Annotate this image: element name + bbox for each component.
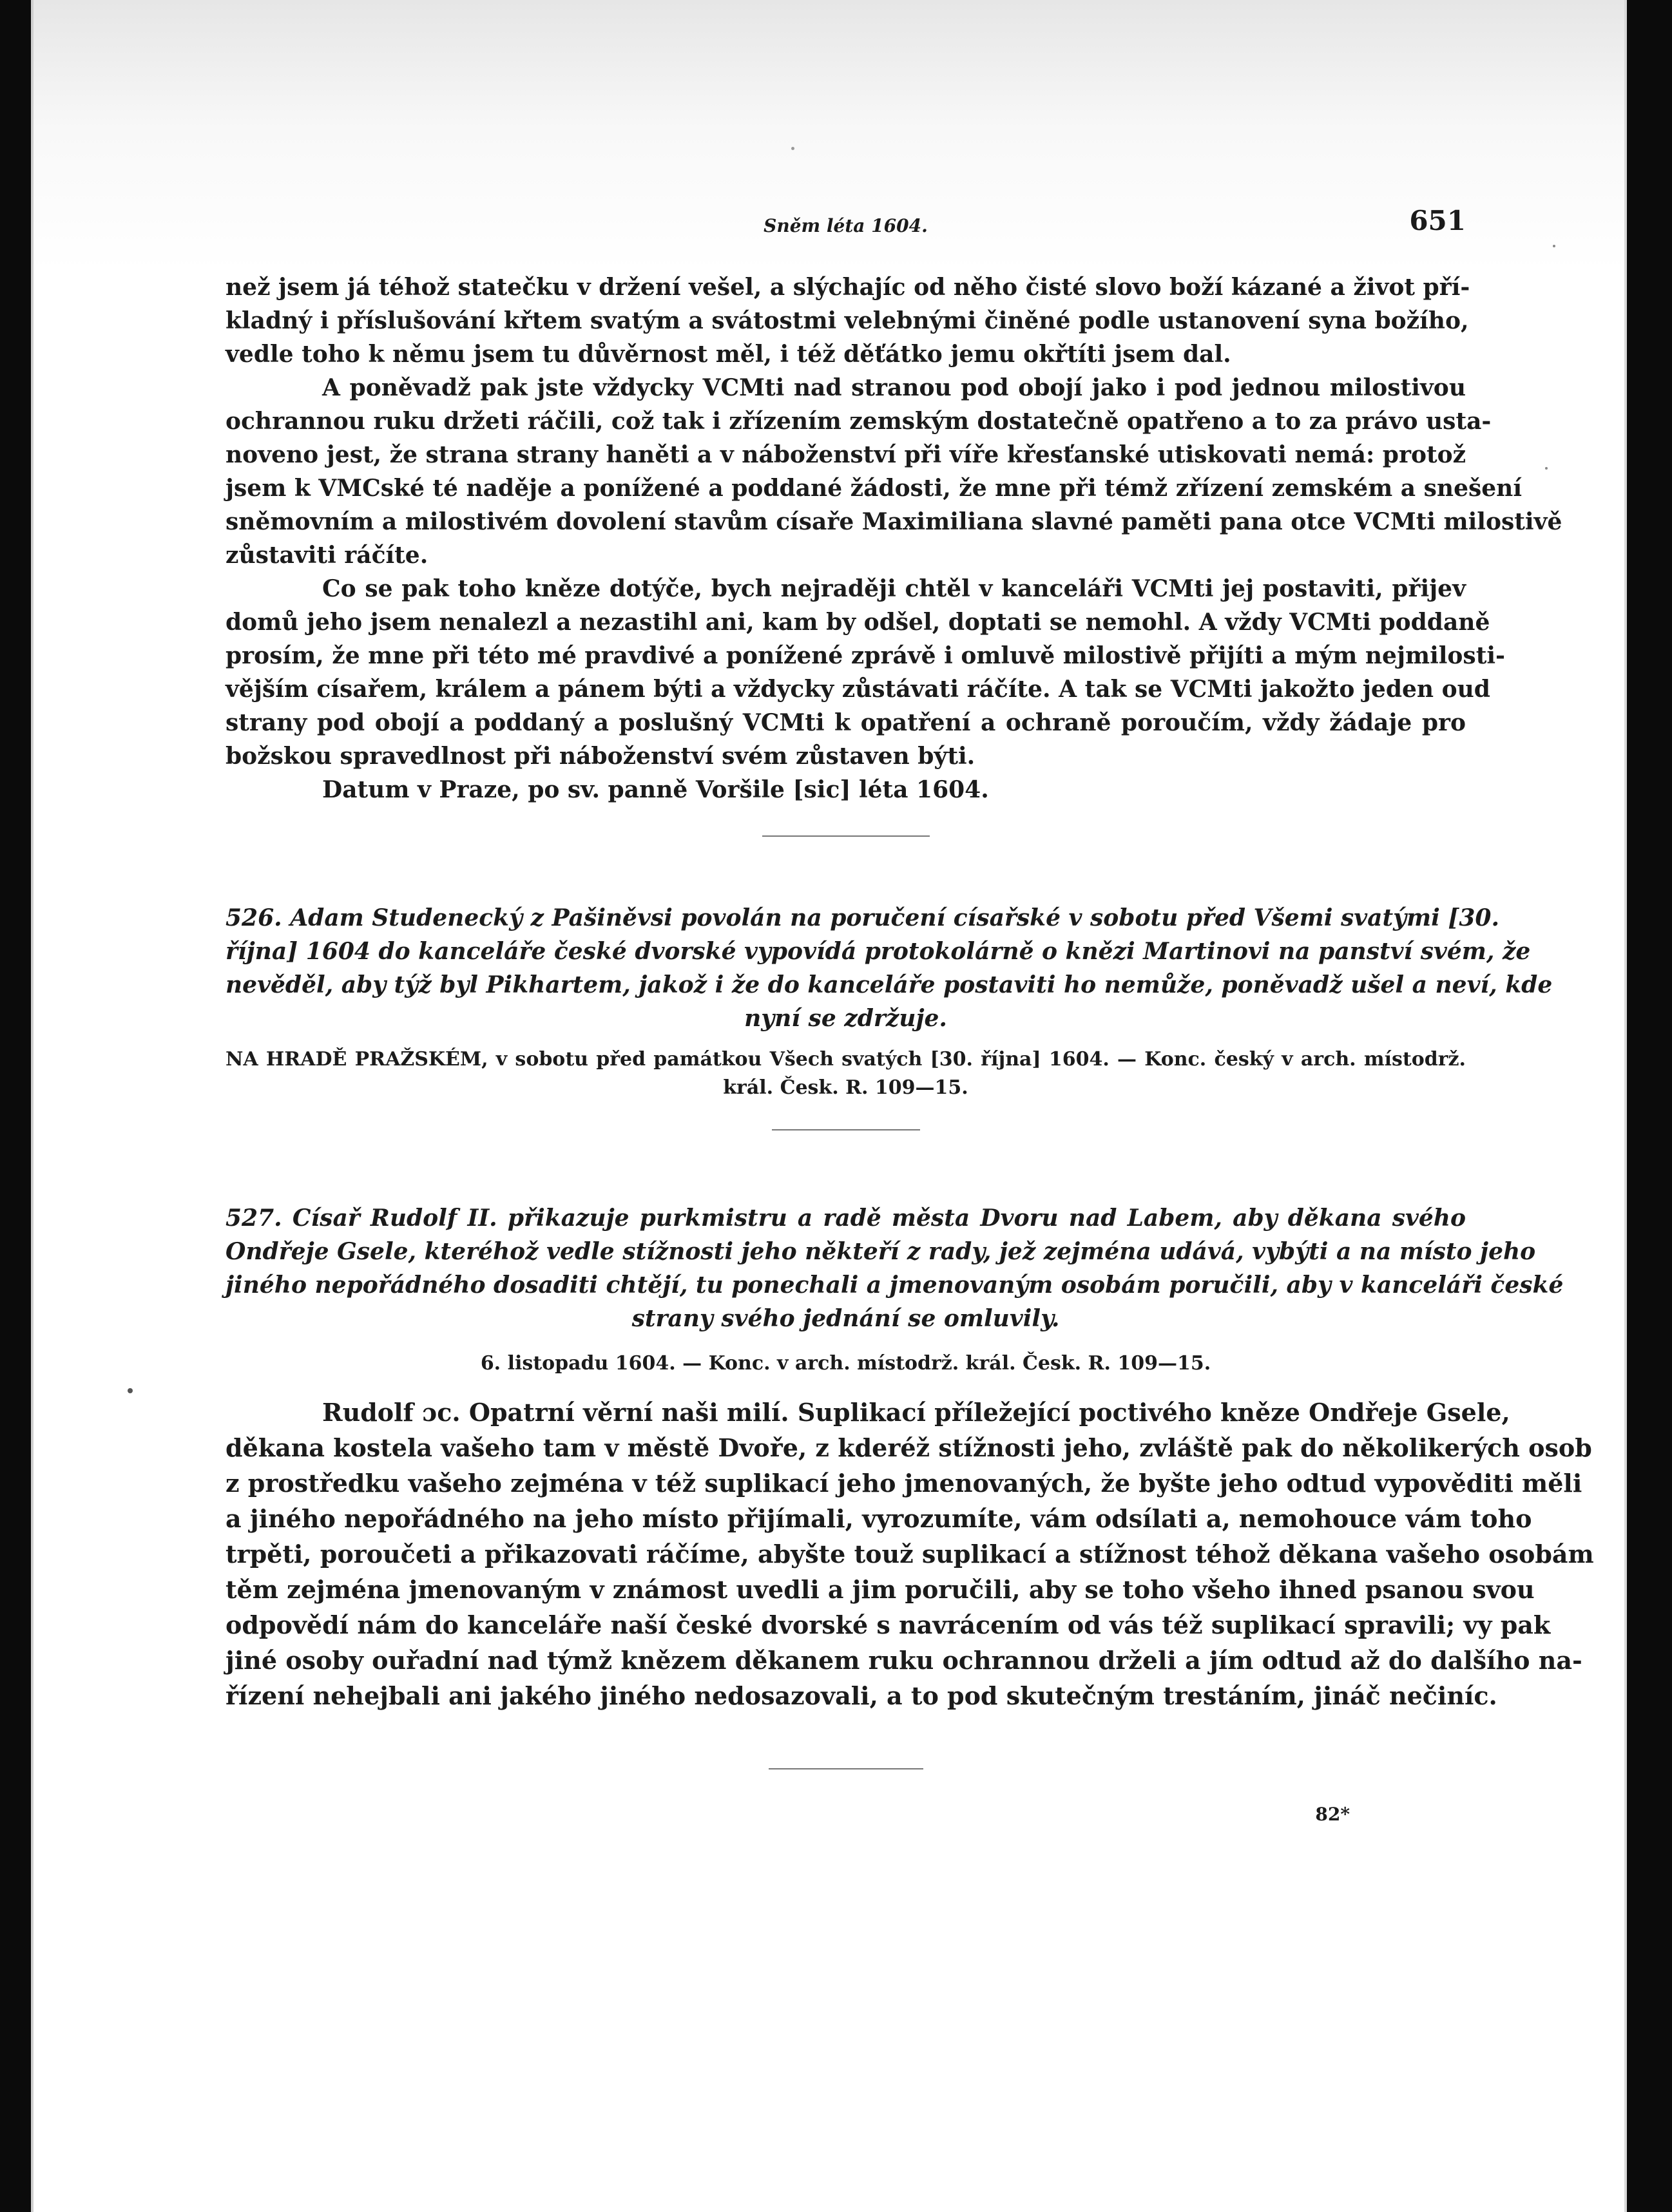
source-note bbox=[226, 1349, 1466, 1378]
text-line: a jiného nepořádného na jeho místo přijímali, vyrozumíte, vám odsílati a, nemohouce vám toho bbox=[226, 1504, 1532, 1533]
text-line: prosím, že mne při této mé pravdivé a ponížené zprávě i omluvě milostivě přijíti a mým nejmilosti- bbox=[226, 642, 1505, 669]
text-line: Rudolf ɔc. Opatrní věrní naši milí. Suplikací příležející poctivého kněze Ondřeje Gsele, bbox=[322, 1398, 1510, 1427]
text-line: těm zejména jmenovaným v známost uvedli a jim poručili, aby se toho všeho ihned psanou svou bbox=[226, 1575, 1535, 1604]
heading-line: jiného nepořádného dosaditi chtějí, tu ponechali a jmenovaným osobám poručili, aby v kanceláři české bbox=[226, 1272, 1564, 1299]
text-line: řízení nehejbali ani jakého jiného nedosazovali, a to pod skutečným trestáním, jináč nečiníc. bbox=[226, 1681, 1497, 1710]
scan-frame-left bbox=[0, 0, 31, 2212]
note-line: NA HRADĚ PRAŽSKÉM, v sobotu před památkou Všech svatých [30. října] 1604. — Konc. český v arch. místodrž. bbox=[226, 1048, 1466, 1071]
text-line: ochrannou ruku držeti ráčili, což tak i zřízením zemským dostatečně opatřeno a to za právo usta- bbox=[226, 408, 1492, 435]
source-note bbox=[226, 1045, 1466, 1102]
separator-rule bbox=[772, 1129, 920, 1130]
text-line: A poněvadž pak jste vždycky VCMti nad stranou pod obojí jako i pod jednou milostivou bbox=[322, 374, 1466, 401]
paragraph bbox=[226, 572, 1505, 773]
entry-526 bbox=[226, 901, 1553, 1102]
page-header bbox=[226, 205, 1466, 243]
heading-line: 526. Adam Studenecký z Pašiněvsi povolán na poručení císařské v sobotu před Všemi svatými [30. bbox=[226, 904, 1499, 931]
text-line: Datum v Praze, po sv. panně Voršile [sic] léta 1604. bbox=[322, 776, 989, 803]
letter-text bbox=[226, 1395, 1594, 1713]
paragraph bbox=[226, 271, 1470, 371]
signature-mark: 82* bbox=[1315, 1804, 1350, 1825]
text-line: z prostředku vašeho zejména v též suplikací jeho jmenovaných, že byšte jeho odtud vypověditi měli bbox=[226, 1469, 1582, 1498]
entry-527 bbox=[226, 1201, 1594, 1713]
text-line: zůstaviti ráčíte. bbox=[226, 542, 428, 569]
entry-heading bbox=[226, 901, 1553, 1035]
text-line: vějším císařem, králem a pánem býti a vždycky zůstávati ráčíte. A tak se VCMti jakožto jeden oud bbox=[226, 676, 1490, 703]
text-line: vedle toho k němu jsem tu důvěrnost měl, i též děťátko jemu okřtíti jsem dal. bbox=[226, 341, 1231, 368]
separator-rule bbox=[769, 1768, 923, 1769]
text-line: než jsem já téhož statečku v držení vešel, a slýchajíc od něho čisté slovo boží kázané a život pří- bbox=[226, 274, 1470, 301]
text-line: Co se pak toho kněze dotýče, bych nejraději chtěl v kanceláři VCMti jej postaviti, přijev bbox=[322, 575, 1466, 602]
heading-line: strany svého jednání se omluvily. bbox=[631, 1305, 1060, 1332]
running-title: Sněm léta 1604. bbox=[764, 215, 928, 236]
text-line: trpěti, poroučeti a přikazovati ráčíme, abyšte touž suplikací a stížnost téhož děkana vašeho osobám bbox=[226, 1540, 1594, 1568]
heading-line: nyní se zdržuje. bbox=[744, 1005, 947, 1032]
heading-line: Ondřeje Gsele, kteréhož vedle stížnosti jeho někteří z rady, jež zejména udává, vybýti a na místo jeho bbox=[226, 1238, 1536, 1265]
scan-frame-right-edge bbox=[1624, 0, 1627, 2212]
paragraph-dating bbox=[226, 773, 1466, 806]
heading-line: nevěděl, aby týž byl Pikhartem, jakož i že do kanceláře postaviti ho nemůže, poněvadž ušel a neví, kde bbox=[226, 971, 1553, 998]
scan-frame-right bbox=[1627, 0, 1672, 2212]
heading-line: října] 1604 do kanceláře české dvorské vypovídá protokolárně o knězi Martinovi na panství svém, že bbox=[226, 938, 1531, 965]
ink-speck bbox=[128, 1388, 133, 1393]
ink-speck bbox=[1545, 467, 1548, 470]
ink-speck bbox=[791, 147, 794, 150]
text-line: odpovědí nám do kanceláře naší české dvorské s navrácením od vás též suplikací spravili; vy pak bbox=[226, 1610, 1551, 1639]
text-line: jsem k VMCské té naděje a ponížené a poddané žádosti, že mne při témž zřízení zemském a snešení bbox=[226, 475, 1523, 502]
note-line: 6. listopadu 1604. — Konc. v arch. místodrž. král. Česk. R. 109—15. bbox=[480, 1352, 1211, 1375]
text-line: sněmovním a milostivém dovolení stavům císaře Maximiliana slavné paměti pana otce VCMti milostivě bbox=[226, 508, 1562, 535]
text-line: domů jeho jsem nenalezl a nezastihl ani, kam by odšel, doptati se nemohl. A vždy VCMti poddaně bbox=[226, 609, 1490, 636]
text-line: noveno jest, že strana strany haněti a v náboženství při víře křesťanské utiskovati nemá: protož bbox=[226, 441, 1466, 468]
separator-rule bbox=[762, 835, 930, 837]
ink-speck bbox=[1553, 245, 1555, 247]
text-line: strany pod obojí a poddaný a poslušný VCMti k opatření a ochraně poroučím, vždy žádaje pro bbox=[226, 709, 1466, 736]
note-line: král. Česk. R. 109—15. bbox=[723, 1076, 968, 1099]
entry-heading bbox=[226, 1201, 1564, 1335]
text-line: děkana kostela vašeho tam v městě Dvoře, z kderéž stížnosti jeho, zvláště pak do několikerých osob bbox=[226, 1433, 1592, 1462]
text-line: jiné osoby ouřadní nad týmž knězem děkanem ruku ochrannou drželi a jím odtud až do dalšího na- bbox=[226, 1646, 1582, 1675]
paragraph bbox=[226, 371, 1562, 572]
heading-line: 527. Císař Rudolf II. přikazuje purkmistru a radě města Dvoru nad Labem, aby děkana svého bbox=[226, 1205, 1466, 1232]
text-line: božskou spravedlnost při náboženství svém zůstaven býti. bbox=[226, 743, 975, 770]
page-body bbox=[226, 271, 1594, 1769]
text-line: kladný i příslušování křtem svatým a svátostmi velebnými činěné podle ustanovení syna božího, bbox=[226, 307, 1469, 334]
page-number: 651 bbox=[1409, 205, 1466, 236]
